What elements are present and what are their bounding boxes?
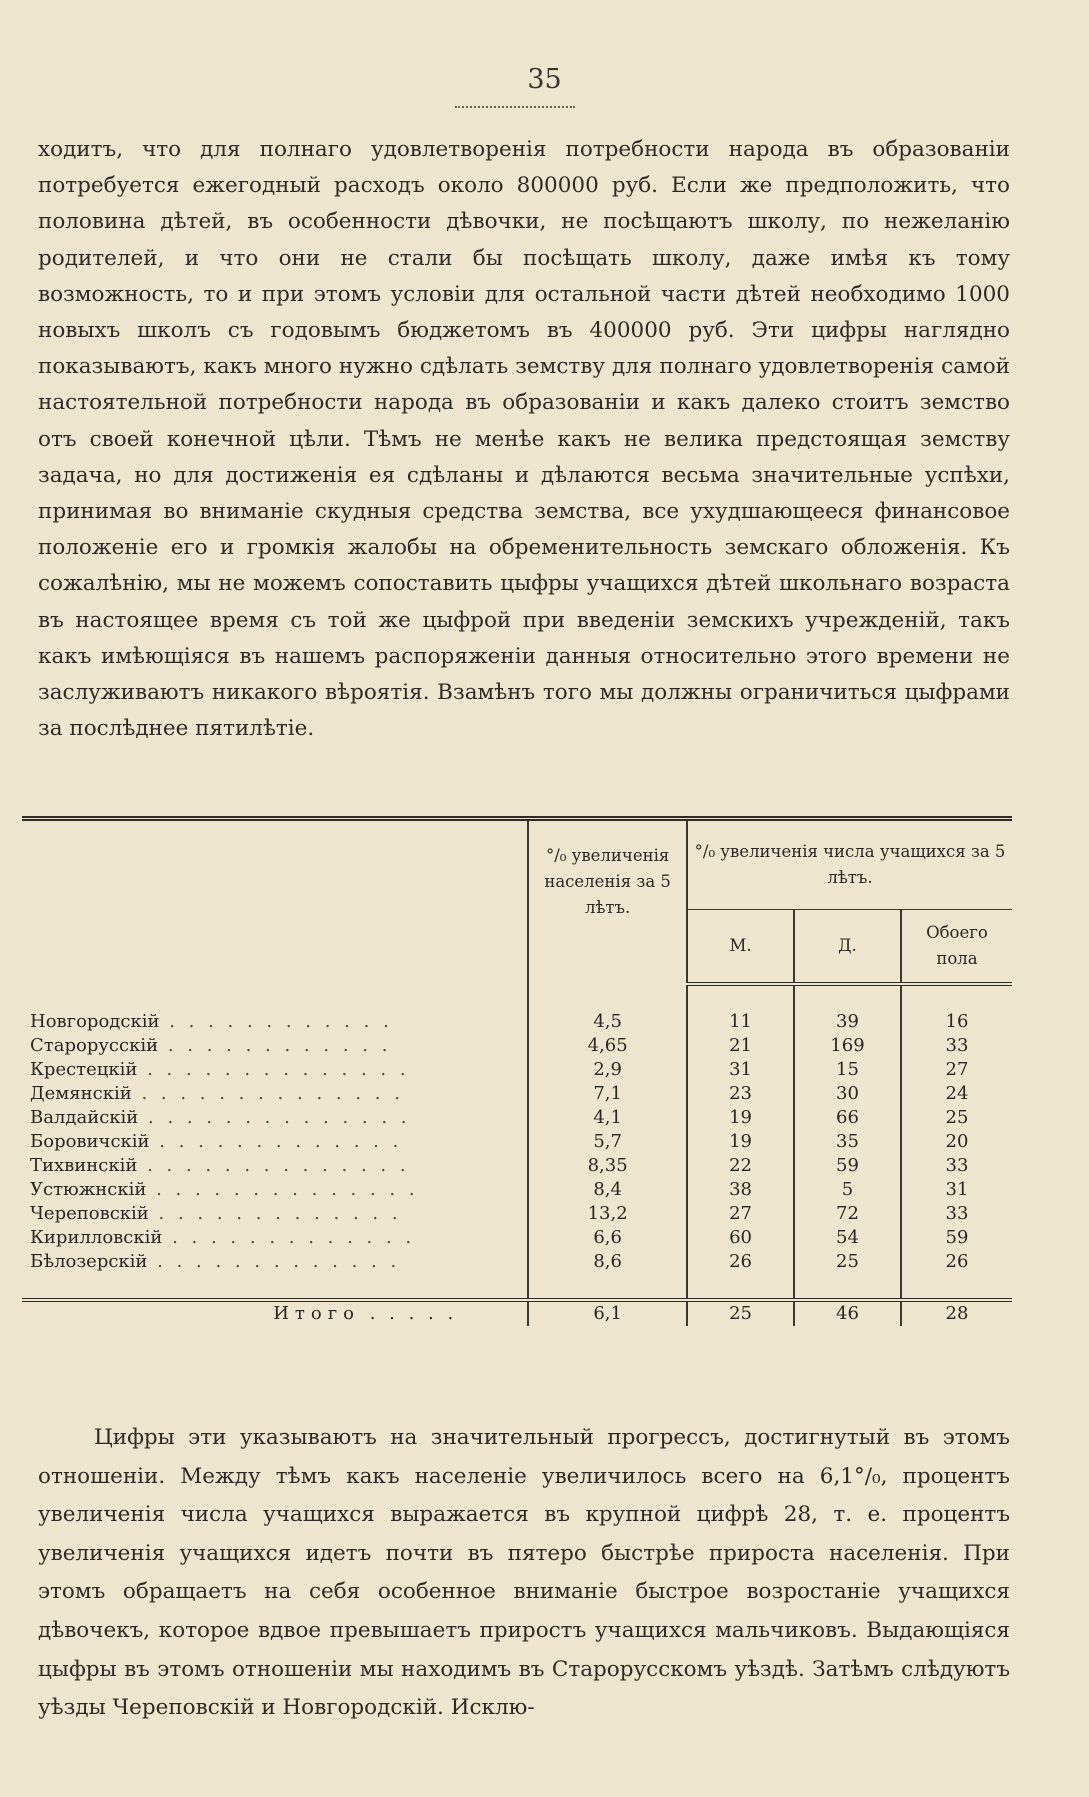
district-name: Бѣлозерскій — [30, 1251, 148, 1272]
district-name: Череповскій — [30, 1203, 149, 1224]
both-value: 33 — [901, 1154, 1012, 1178]
pop-value: 13,2 — [528, 1202, 687, 1226]
girls-value: 5 — [794, 1178, 901, 1202]
district-name: Боровичскій — [30, 1131, 150, 1152]
total-both-value: 28 — [901, 1300, 1012, 1326]
girls-value: 15 — [794, 1058, 901, 1082]
girls-value: 54 — [794, 1226, 901, 1250]
table-row: Устюжнскій . . . . . . . . . . . . . . 8,4 38 5 31 — [22, 1178, 1012, 1202]
girls-value: 25 — [794, 1250, 901, 1274]
table-row: Крестецкій . . . . . . . . . . . . . . 2,9 31 15 27 — [22, 1058, 1012, 1082]
boys-value: 23 — [687, 1082, 794, 1106]
boys-value: 31 — [687, 1058, 794, 1082]
girls-value: 30 — [794, 1082, 901, 1106]
both-value: 33 — [901, 1034, 1012, 1058]
girls-value: 35 — [794, 1130, 901, 1154]
both-value: 24 — [901, 1082, 1012, 1106]
boys-value: 19 — [687, 1106, 794, 1130]
total-pop-value: 6,1 — [528, 1300, 687, 1326]
pupils-growth-header: °/₀ увеличенія числа учащихся за 5 лѣтъ. — [687, 819, 1012, 910]
girls-value: 59 — [794, 1154, 901, 1178]
both-value: 26 — [901, 1250, 1012, 1274]
total-boys-value: 25 — [687, 1300, 794, 1326]
table-row: Боровичскій . . . . . . . . . . . . . 5,7 19 35 20 — [22, 1130, 1012, 1154]
boys-value: 21 — [687, 1034, 794, 1058]
table-row: Валдайскій . . . . . . . . . . . . . . 4,1 19 66 25 — [22, 1106, 1012, 1130]
page-number-ornament — [455, 98, 575, 108]
boys-header: М. — [687, 910, 794, 985]
pop-value: 4,1 — [528, 1106, 687, 1130]
both-value: 33 — [901, 1202, 1012, 1226]
both-value: 20 — [901, 1130, 1012, 1154]
table-row: Новгородскій . . . . . . . . . . . . 4,5 11 39 16 — [22, 1010, 1012, 1034]
pop-value: 4,5 — [528, 1010, 687, 1034]
boys-value: 11 — [687, 1010, 794, 1034]
girls-value: 72 — [794, 1202, 901, 1226]
boys-value: 38 — [687, 1178, 794, 1202]
district-name: Старорусскій — [30, 1035, 159, 1056]
pop-value: 2,9 — [528, 1058, 687, 1082]
table-header-row — [22, 819, 1012, 910]
population-growth-header: °/₀ увеличенія населенія за 5 лѣтъ. — [528, 819, 687, 985]
both-value: 27 — [901, 1058, 1012, 1082]
pop-value: 7,1 — [528, 1082, 687, 1106]
district-name: Валдайскій — [30, 1107, 139, 1128]
statistics-table — [22, 816, 1012, 1326]
girls-value: 66 — [794, 1106, 901, 1130]
district-name: Демянскій — [30, 1083, 132, 1104]
paragraph-top: ходитъ, что для полнаго удовлетворенія потребности народа въ образованіи потребуется ежегодный расходъ около 800000 руб. Если же предположить, что половина дѣтей, въ особенности дѣвочки, не посѣщаютъ школу, по нежеланію родителей, и что они не стали бы посѣщать школу, даже имѣя къ тому возможность, то и при этомъ условіи для остальной части дѣтей необходимо 1000 новыхъ школъ съ годовымъ бюджетомъ въ 400000 руб. Эти цифры наглядно показываютъ, какъ много нужно сдѣлать земству для полнаго удовлетворенія самой настоятельной потребности народа въ образованіи и какъ далеко стоитъ земство отъ своей конечной цѣли. Тѣмъ не менѣе какъ не велика предстоящая земству задача, но для достиженія ея сдѣланы и дѣлаются весьма значительные успѣхи, принимая во вниманіе скудныя средства земства, все ухудшающееся финансовое положеніе его и громкія жалобы на обременительность земскаго обложенія. Къ сожалѣнію, мы не можемъ сопоставить цыфры учащихся дѣтей школьнаго возраста въ настоящее время съ той же цыфрой при введеніи земскихъ учрежденій, такъ какъ имѣющіяся въ нашемъ распоряженіи данныя относительно этого времени не заслуживаютъ никакого вѣроятія. Взамѣнъ того мы должны ограничиться цыфрами за послѣднее пятилѣтіе. — [38, 137, 1010, 742]
table-row: Кирилловскій . . . . . . . . . . . . . 6,6 60 54 59 — [22, 1226, 1012, 1250]
girls-value: 169 — [794, 1034, 901, 1058]
district-name: Устюжнскій — [30, 1179, 147, 1200]
both-value: 25 — [901, 1106, 1012, 1130]
district-name: Крестецкій — [30, 1059, 138, 1080]
district-column-header — [22, 819, 528, 985]
pop-value: 4,65 — [528, 1034, 687, 1058]
pop-value: 8,6 — [528, 1250, 687, 1274]
boys-value: 22 — [687, 1154, 794, 1178]
girls-value: 39 — [794, 1010, 901, 1034]
boys-value: 26 — [687, 1250, 794, 1274]
table-row: Демянскій . . . . . . . . . . . . . . 7,1 23 30 24 — [22, 1082, 1012, 1106]
pop-value: 5,7 — [528, 1130, 687, 1154]
total-label: Итого — [273, 1303, 360, 1324]
boys-value: 19 — [687, 1130, 794, 1154]
pop-value: 8,35 — [528, 1154, 687, 1178]
boys-value: 60 — [687, 1226, 794, 1250]
district-name: Тихвинскій — [30, 1155, 138, 1176]
total-row: Итого . . . . . 6,1 25 46 28 — [22, 1300, 1012, 1326]
district-name: Кирилловскій — [30, 1227, 163, 1248]
girls-header: Д. — [794, 910, 901, 985]
boys-value: 27 — [687, 1202, 794, 1226]
page-number: 35 — [527, 64, 562, 95]
both-value: 59 — [901, 1226, 1012, 1250]
pop-value: 8,4 — [528, 1178, 687, 1202]
pop-value: 6,6 — [528, 1226, 687, 1250]
district-name: Новгородскій — [30, 1011, 160, 1032]
both-value: 31 — [901, 1178, 1012, 1202]
both-sexes-header: Обоего пола — [901, 910, 1012, 985]
paragraph-bottom: Цифры эти указываютъ на значительный прогрессъ, достигнутый въ этомъ отношеніи. Между тѣмъ какъ населеніе увеличилось всего на 6,1°/₀, процентъ увеличенія числа учащихся выражается въ крупной цифрѣ 28, т. е. процентъ увеличенія учащихся идетъ почти въ пятеро быстрѣе прироста населенія. При этомъ обращаетъ на себя особенное вниманіе быстрое возростаніе учащихся дѣвочекъ, которое вдвое превышаетъ приростъ учащихся мальчиковъ. Выдающіяся цыфры въ этомъ отношеніи мы находимъ въ Старорусскомъ уѣздѣ. Затѣмъ слѣдуютъ уѣзды Череповскій и Новгородскій. Исклю- — [38, 1425, 1010, 1721]
total-girls-value: 46 — [794, 1300, 901, 1326]
table-row: Бѣлозерскій . . . . . . . . . . . . . 8,6 26 25 26 — [22, 1250, 1012, 1274]
table-row: Череповскій . . . . . . . . . . . . . 13,2 27 72 33 — [22, 1202, 1012, 1226]
table-row: Старорусскій . . . . . . . . . . . . 4,65 21 169 33 — [22, 1034, 1012, 1058]
table-row: Тихвинскій . . . . . . . . . . . . . . 8,35 22 59 33 — [22, 1154, 1012, 1178]
both-value: 16 — [901, 1010, 1012, 1034]
